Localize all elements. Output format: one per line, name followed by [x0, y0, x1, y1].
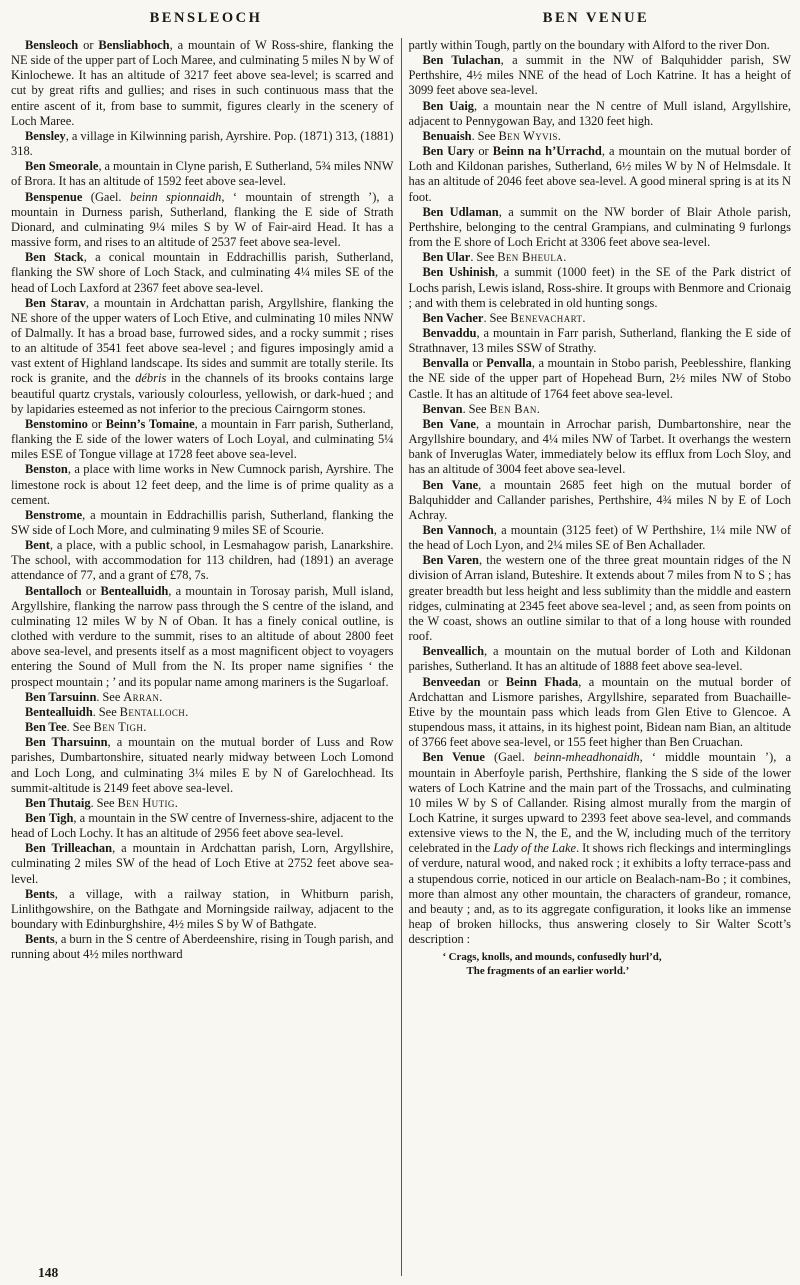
- entry-text: , a summit on the NW border of Blair Athole parish, Perthshire, belonging to the central Grampians, and culminating 9 furlongs from the E shore of Loch Ericht at 3306 feet above sea-level.: [408, 204, 791, 250]
- entry-text: , a mountain in Farr parish, Sutherland, flanking the E side of the lower waters of Loch Loyal, and culminating 5¼ miles ESE of Tongue village at 1728 feet above sea-level.: [11, 416, 394, 462]
- entry-text: beinn-mheadhonaidh: [533, 750, 640, 765]
- entry-headword: Ben Tee: [25, 720, 67, 735]
- entry-text: or: [480, 674, 506, 689]
- entry-headword: Ben Venue: [422, 750, 485, 765]
- entry-ben-smeorale: [11, 159, 394, 189]
- entry-text: , a mountain in Stobo parish, Peeblesshire, flanking the NE side of the upper part of Hopehead Burn, 2½ miles NW of Stobo Castle. It has an altitude of 1764 feet above sea-level.: [408, 356, 791, 401]
- entry-text: , a mountain in the SW centre of Inverness-shire, adjacent to the head of Loch Lochy. It has an altitude of 2956 feet above sea-level.: [11, 810, 394, 841]
- entry-ben-venue: [409, 750, 792, 947]
- entry-text: , a place, with a public school, in Lesmahagow parish, Lanarkshire. The school, with accommodation for 113 children, had (1891) an average attendance of 77, and a grant of £78, 7s.: [11, 538, 394, 583]
- entry-bentealluidh: [11, 705, 394, 720]
- running-head-left: BENSLEOCH: [149, 10, 263, 26]
- verse-line: ‘ Crags, knolls, and mounds, confusedly hurl’d,: [442, 951, 662, 964]
- entry-text: . See: [483, 310, 511, 325]
- entry-text: .: [582, 310, 586, 325]
- entry-headword: Ben Ushinish: [422, 265, 496, 280]
- entry-headword: Ben Tulachan: [422, 53, 501, 68]
- entry-text: , a mountain in Torosay parish, Mull island, Argyllshire, flanking the narrow pass through the S centre of the island, and culminating 12 miles W by N of Oban. It has a finely conical outline, is clothed with verdure to the summit, rises to an altitude of about 2800 feet above sea-level, and presents itself as a most magnificent object to voyagers entering the Sound of Mull from the N. Its proper name signifies ‘ the prospect mountain ; ’ and its popular name among mariners is the Sugarloaf.: [11, 583, 394, 689]
- entry-text: , a mountain near the N centre of Mull island, Argyllshire, adjacent to Pennygowan Bay, and 1320 feet high.: [408, 98, 791, 128]
- entry-text: , a mountain on the mutual border of Loth and Kildonan parishes, Sutherland. It has an altitude of 1888 feet above sea-level.: [408, 644, 791, 674]
- cross-reference: Ben Wyvis: [498, 128, 558, 143]
- entry-ben-ushinish: [409, 265, 792, 310]
- entry-text: partly within Tough, partly on the boundary with Alford to the river Don.: [408, 38, 770, 52]
- entry-text: , a place with lime works in New Cumnock parish, Ayrshire. The limestone rock is about 12 feet deep, and the lime is of prime quality as a cement.: [11, 462, 394, 507]
- entry-ben-vacher: [409, 311, 792, 326]
- cross-reference: Ben Tigh: [93, 720, 144, 735]
- cross-reference: Ben Ban: [489, 401, 537, 416]
- entry-bensley: [11, 129, 394, 159]
- entry-headword: Benstrome: [25, 507, 83, 522]
- entry-continuation: [409, 38, 792, 53]
- entry-benveallich: [409, 644, 792, 674]
- entry-ben-tarsuinn: [11, 690, 394, 705]
- running-heads: [11, 10, 791, 27]
- entry-ben-trilleachan: [11, 841, 394, 886]
- text-columns: [11, 38, 791, 1276]
- entry-ben-tee: [11, 720, 394, 735]
- entry-headword: Bensleoch: [25, 38, 79, 52]
- entry-text: .: [143, 720, 147, 735]
- entry-benstrome: [11, 508, 394, 538]
- column-divider: [401, 38, 402, 1276]
- entry-text: , a conical mountain in Eddrachillis parish, Sutherland, flanking the SW shore of Loch Stack, and culminating 4¼ miles SE of the head of Loch Laxford at 2367 feet above sea-level.: [11, 250, 394, 295]
- entry-ben-vane: [409, 417, 792, 478]
- cross-reference: Ben Hutig: [117, 795, 175, 810]
- entry-text: .: [557, 128, 561, 143]
- entry-text: (Gael.: [82, 189, 130, 204]
- entry-text: . See: [66, 720, 94, 735]
- page-number: 148: [38, 1265, 59, 1280]
- entry-headword: Bents: [25, 886, 55, 901]
- entry-text: Lady of the Lake: [493, 841, 577, 856]
- entry-text: or: [78, 38, 99, 52]
- cross-reference: Ben Bheula: [497, 250, 564, 265]
- entry-text: . See: [462, 401, 490, 416]
- entry-text: , a mountain of W Ross-shire, flanking the NE side of the upper part of Loch Maree, and culminating 5 miles N by W of Kinlochewe. It has an altitude of 3217 feet above sea-level; is scarred and cut by great rifts and gullies; and rises in such continuous mass that the entire ascent of it, from base to summit, figures clearly in the scenery of Loch Maree.: [11, 38, 394, 128]
- entry-bent: [11, 538, 394, 583]
- entry-text: , a village in Kilwinning parish, Ayrshire. Pop. (1871) 313, (1881) 318.: [11, 128, 394, 159]
- entry-benvalla: [409, 356, 792, 401]
- right-column: [409, 38, 792, 1276]
- entry-headword: Bentalloch: [25, 583, 82, 598]
- entry-text: Penvalla: [486, 356, 532, 371]
- entry-benston: [11, 462, 394, 507]
- entry-text: Beinn Fhada: [505, 674, 579, 689]
- entry-text: , a summit in the NW of Balquhidder parish, SW Perthshire, 4½ miles NNE of the head of Loch Katrine. It has a height of 3099 feet above sea-level.: [408, 53, 791, 98]
- entry-text: (Gael.: [484, 750, 534, 765]
- entry-text: .: [159, 689, 163, 704]
- entry-text: or: [81, 583, 101, 598]
- entry-text: , a village, with a railway station, in Whitburn parish, Linlithgowshire, on the Bathgate and Morningside railway, adjacent to the boundary with Edinburghshire, 4½ miles S by W of Bathgate.: [11, 886, 394, 932]
- entry-text: , a mountain in Ardchattan parish, Lorn, Argyllshire, culminating 2 miles SW of the head of Loch Etive at 2752 feet above sea-level.: [11, 841, 394, 886]
- entry-headword: Ben Tigh: [25, 810, 74, 825]
- entry-ben-tharsuinn: [11, 735, 394, 796]
- entry-text: in the channels of its brooks contains large beautiful quartz crystals, variously colourless, yellowish, or dark-hued ; and by lapidaries esteemed as not inferior to the precious Cairngorm stones.: [11, 371, 394, 416]
- entry-text: , the western one of the three great mountain ridges of the N division of Arran island, Buteshire. It extends about 7 miles from N to S ; has greater breadth but less height and less sublimity than the middle and eastern ridges, culminating at 2345 feet above sea-level ; and, as seen from points on the W coast, shows an outline similar to that of a long house with rounded roof.: [408, 553, 791, 644]
- running-head-right: BEN VENUE: [542, 10, 650, 26]
- entry-text: Bentealluidh: [100, 583, 169, 598]
- entry-bensleoch: [11, 38, 394, 129]
- entry-text: . See: [471, 128, 499, 143]
- entry-text: or: [468, 356, 487, 371]
- entry-ben-starav: [11, 296, 394, 417]
- entry-text: or: [87, 416, 106, 431]
- entry-headword: Benveallich: [422, 644, 484, 659]
- entry-text: .: [536, 401, 540, 416]
- entry-text: , a mountain 2685 feet high on the mutual border of Balquhidder and Callander parishes, Perthshire, 4¾ miles N by E of Loch Achray.: [408, 477, 791, 522]
- entry-text: beinn spionnaidh: [129, 189, 222, 204]
- entry-text: , ‘ mountain of strength ’), a mountain in Durness parish, Sutherland, flanking the E side of Strath Dionard, and culminating 9¼ miles S by W of Fair-aird Head. It has a massive form, and rises to an altitude of 2537 feet above sea-level.: [11, 189, 394, 250]
- entry-headword: Bentealluidh: [25, 704, 93, 719]
- verse-line: The fragments of an earlier world.’: [466, 965, 630, 978]
- entry-ben-stack: [11, 250, 394, 295]
- entry-text: , a summit (1000 feet) in the SE of the Park district of Lochs parish, Lewis island, Ross-shire. It groups with Benmore and Crionaig ; and with them is celebrated in old hunting songs.: [408, 265, 791, 310]
- entry-headword: Ben Varen: [422, 553, 479, 568]
- entry-headword: Ben Vane: [422, 416, 476, 431]
- left-column: [11, 38, 394, 1276]
- entry-text: . See: [90, 795, 118, 810]
- entry-ben-thutaig: [11, 796, 394, 811]
- entry-headword: Ben Tarsuinn: [25, 689, 97, 704]
- entry-ben-ular: [409, 250, 792, 265]
- entry-ben-vane: [409, 478, 792, 523]
- entry-headword: Benuaish: [422, 128, 472, 143]
- entry-ben-udlaman: [409, 205, 792, 250]
- entry-text: , a mountain on the mutual border of Loth and Kildonan parishes, Sutherland, 6½ miles W by N of Helmsdale. It has an altitude of 2046 feet above sea-level. A good mineral spring is at its N foot.: [408, 144, 791, 204]
- entry-headword: Ben Trilleachan: [25, 841, 113, 856]
- entry-text: , a mountain in Eddrachillis parish, Sutherland, flanking the SW side of Loch More, and culminating 9 miles SE of Scourie.: [11, 507, 394, 537]
- cross-reference: Bentalloch: [119, 704, 186, 719]
- entry-headword: Bents: [25, 932, 55, 947]
- entry-benvan: [409, 402, 792, 417]
- entry-text: , ‘ middle mountain ’), a mountain in Aberfoyle parish, Perthshire, flanking the S side of the lower waters of Loch Katrine and the main part of the Trossachs, and culminating 10 miles W by S of Callander. Rising almost murally from the margin of Loch Katrine, it surges upward to 2393 feet above sea-level, and commands extensive views to the N, the E, and the W, including much of the territory celebrated in the: [408, 750, 791, 856]
- entry-bentalloch: [11, 584, 394, 690]
- entry-text: , a mountain in Ardchattan parish, Argyllshire, flanking the NE shore of the upper waters of Loch Etive, and culminating 10 miles NNW of Dalmally. It has a broad base, furrowed sides, and a rocky summit ; rises to an altitude of 3541 feet above sea-level ; and figures imposingly amid a vast extent of Highland landscape. Its sides and summit are totally sterile. Its rock is granite, and the: [11, 295, 394, 386]
- entry-text: , a mountain in Farr parish, Sutherland, flanking the E side of Strathnaver, 13 miles SSW of Strathy.: [408, 325, 791, 356]
- entry-text: , a mountain in Arrochar parish, Dumbartonshire, near the Argyllshire boundary, and 4¼ miles NW of Tarbet. It overhangs the western bank of Inveruglas Water, immediately below its efflux from Loch Sloy, and has an altitude of 3004 feet above sea-level.: [408, 416, 791, 477]
- entry-text: . See: [92, 704, 120, 719]
- entry-headword: Bent: [25, 538, 50, 553]
- entry-headword: Ben Vane: [422, 477, 479, 492]
- entry-text: . See: [470, 250, 498, 265]
- entry-headword: Benvalla: [422, 356, 469, 371]
- entry-headword: Ben Uary: [422, 144, 475, 159]
- entry-ben-varen: [409, 553, 792, 644]
- cross-reference: Arran: [123, 689, 160, 704]
- entry-headword: Benstomino: [25, 416, 88, 431]
- cross-reference: Benevachart: [510, 310, 583, 325]
- entry-headword: Bensley: [25, 128, 66, 143]
- entry-text: or: [474, 144, 493, 159]
- entry-text: .: [185, 704, 189, 719]
- entry-text: Beinn na h’Urrachd: [492, 144, 602, 159]
- entry-text: , a mountain in Clyne parish, E Sutherland, 5¾ miles NNW of Brora. It has an altitude of 1592 feet above sea-level.: [11, 159, 394, 189]
- entry-ben-uary: [409, 144, 792, 205]
- entry-headword: Benston: [25, 462, 68, 477]
- entry-text: Beinn’s Tomaine: [105, 416, 195, 431]
- entry-ben-uaig: [409, 99, 792, 129]
- entry-headword: Benveedan: [422, 674, 481, 689]
- entry-text: , a mountain (3125 feet) of W Perthshire, 1¼ mile NW of the head of Loch Lyon, and 2¼ miles SE of Ben Achallader.: [408, 523, 791, 553]
- entry-headword: Ben Ular: [422, 250, 471, 265]
- entry-headword: Benvaddu: [422, 325, 477, 340]
- entry-text: débris: [135, 371, 167, 386]
- entry-text: , a mountain on the mutual border of Ardchattan and Lismore parishes, Argyllshire, separated from Buachaille-Etive by the mountain pass which leads from Glen Etive to Glencoe. A stupendous mass, it attains, in its highest point, Bidean nam Bian, an altitude of 3766 feet above sea-level, or 155 feet higher than Ben Cruachan.: [408, 674, 791, 750]
- entry-text: . It shows rich fleckings and interminglings of verdure, natural wood, and naked rock ; it exhibits a lofty terrace-pass and a stupendous corrie, noticed in our article on Bealach-nam-Bo ; it combines, more than almost any other mountain, the characters of grandeur, romance, and beauty ; and, as to its aggregate configuration, it looks like an immense heap of broken hillocks, thus answering closely to Sir Walter Scott’s description :: [408, 841, 791, 947]
- entry-bents: [11, 932, 394, 962]
- entry-text: , a burn in the S centre of Aberdeenshire, rising in Tough parish, and running about 4½ miles northward: [11, 932, 394, 962]
- entry-headword: Ben Thutaig: [25, 795, 91, 810]
- entry-ben-tigh: [11, 811, 394, 841]
- verse-quote: [409, 951, 792, 979]
- entry-headword: Benvan: [422, 401, 463, 416]
- entry-headword: Ben Uaig: [422, 98, 475, 113]
- entry-headword: Ben Tharsuinn: [25, 735, 108, 750]
- entry-headword: Ben Vannoch: [422, 523, 494, 537]
- entry-bents: [11, 887, 394, 932]
- entry-text: Bensliabhoch: [98, 38, 170, 52]
- entry-benstomino: [11, 417, 394, 462]
- entry-headword: Ben Stack: [25, 250, 84, 265]
- entry-ben-tulachan: [409, 53, 792, 98]
- entry-benspenue: [11, 190, 394, 251]
- entry-headword: Ben Udlaman: [422, 204, 499, 219]
- entry-headword: Benspenue: [25, 189, 83, 204]
- entry-text: , a mountain on the mutual border of Luss and Row parishes, Dumbartonshire, situated nearly midway between Loch Lomond and Loch Long, and culminating 3¼ miles E by N of Garelochhead. Its summit-altitude is 2149 feet above sea-level.: [11, 735, 394, 795]
- entry-headword: Ben Smeorale: [25, 159, 99, 174]
- entry-benuaish: [409, 129, 792, 144]
- entry-benvaddu: [409, 326, 792, 356]
- entry-headword: Ben Starav: [25, 295, 86, 310]
- entry-headword: Ben Vacher: [422, 310, 484, 325]
- entry-text: .: [563, 250, 567, 265]
- entry-ben-vannoch: [409, 523, 792, 553]
- entry-benveedan: [409, 675, 792, 751]
- entry-text: . See: [96, 689, 124, 704]
- entry-text: .: [174, 795, 178, 810]
